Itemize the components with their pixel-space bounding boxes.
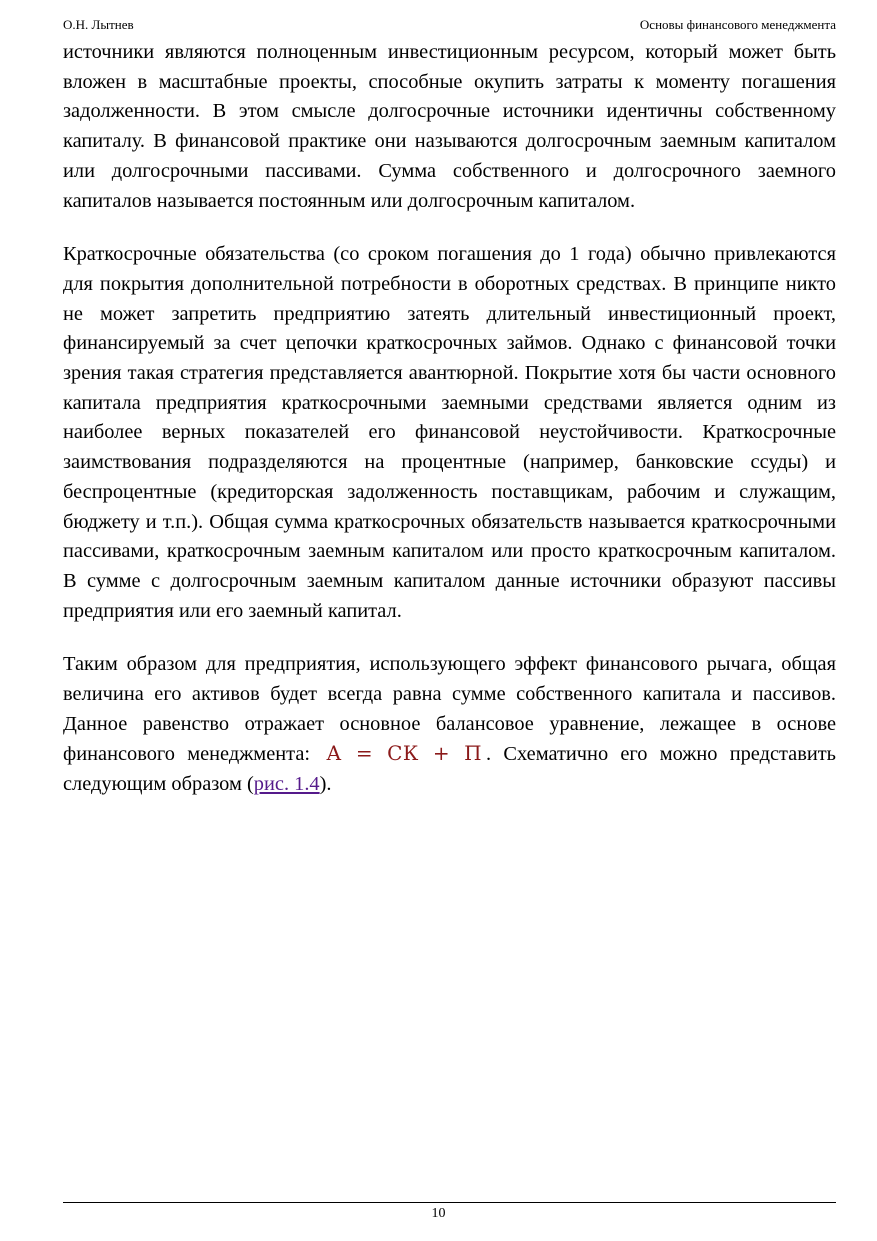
page-number: 10 (431, 1206, 446, 1221)
page-body (63, 38, 836, 824)
body-paragraph-with-formula (63, 650, 836, 800)
paragraph-text: Таким образом для предприятия, использующего эффект финансового рычага, общая величина его активов будет всегда равна сумме собственного капитала и пассивов. Данное равенство отражает основное балансовое уравнение, лежащее в основе финансового менеджмента: (63, 653, 836, 766)
balance-equation-formula: А = СК + П (326, 741, 483, 766)
paragraph-text: ). (319, 773, 332, 796)
paragraph-text: . Схематично его можно представить следующим образом ( (63, 743, 836, 796)
footer-divider (63, 1202, 836, 1203)
body-paragraph: источники являются полноценным инвестиционным ресурсом, который может быть вложен в масштабные проекты, способные окупить затраты к моменту погашения задолженности. В этом смысле долгосрочные источники идентичны собственному капиталу. В финансовой практике они называются долгосрочным заемным капиталом или долгосрочными пассивами. Сумма собственного и долгосрочного заемного капиталов называется постоянным или долгосрочным капиталом. (63, 41, 836, 212)
body-paragraph: Краткосрочные обязательства (со сроком погашения до 1 года) обычно привлекаются для покрытия дополнительной потребности в оборотных средствах. В принципе никто не может запретить предприятию затеять длительный инвестиционный проект, финансируемый за счет цепочки краткосрочных займов. Однако с финансовой точки зрения такая стратегия представляется авантюрной. Покрытие хотя бы части основного капитала предприятия краткосрочными заемными средствами является одним из наиболее верных показателей его финансовой неустойчивости. Краткосрочные заимствования подразделяются на процентные (например, банковские ссуды) и беспроцентные (кредиторская задолженность поставщикам, рабочим и служащим, бюджету и т.п.). Общая сумма краткосрочных обязательств называется краткосрочными пассивами, краткосрочным заемным капиталом или просто краткосрочным капиталом. В сумме с долгосрочным заемным капиталом данные источники образуют пассивы предприятия или его заемный капитал. (63, 243, 836, 622)
header-author: О.Н. Лытнев (63, 17, 134, 32)
figure-link[interactable]: рис. 1.4 (253, 773, 320, 796)
header-book-title: Основы финансового менеджмента (639, 17, 836, 32)
running-header (63, 17, 836, 35)
